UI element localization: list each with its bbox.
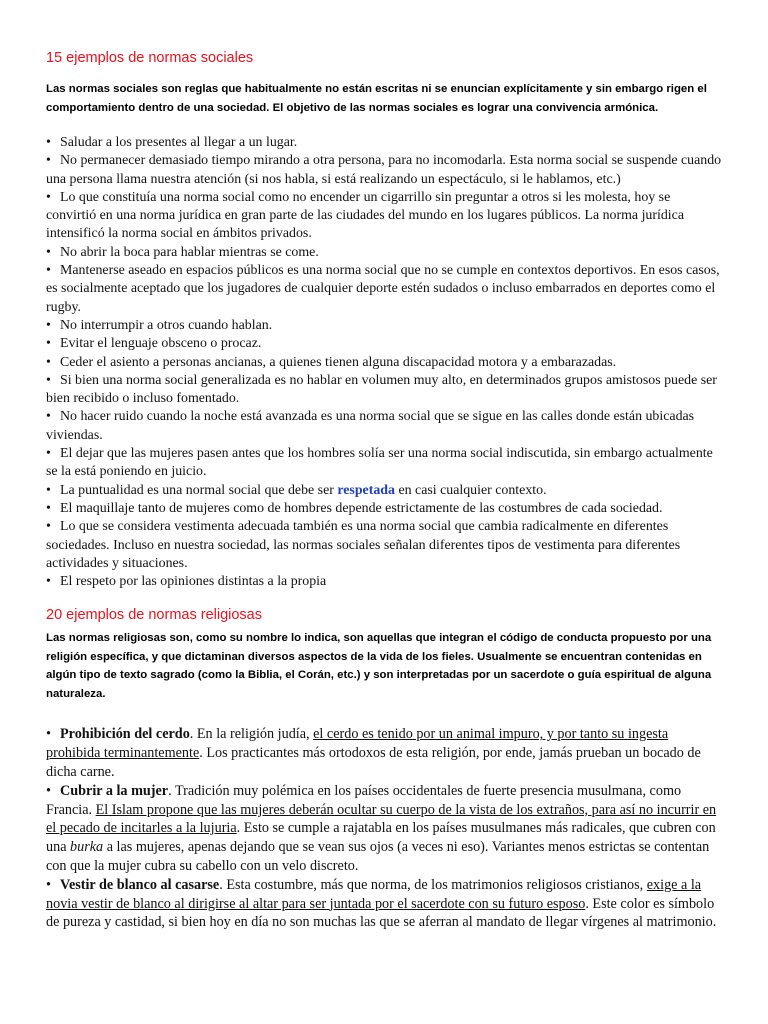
bullet-icon: • <box>46 409 51 425</box>
list-item: • Vestir de blanco al casarse. Esta costumbre, más que norma, de los matrimonios religiosos cristianos, exige a la novia vestir de blanco al dirigirse al altar para ser juntada por el sacerdote con su futuro esposo. Este color es símbolo de pureza y castidad, si bien hoy en día no son muchas las que se aferran al mandato de llegar vírgenes al matrimonio. <box>46 876 717 931</box>
list-item: • Mantenerse aseado en espacios públicos es una norma social que no se cumple en contextos deportivos. En esos casos, es socialmente aceptado que los jugadores de cualquier deporte estén sudados o incluso embarrados en deportes como el rugby. <box>46 263 720 315</box>
bullet-icon: • <box>46 244 51 260</box>
list-item: • El maquillaje tanto de mujeres como de hombres depende estrictamente de las costumbres de cada sociedad. <box>46 500 722 518</box>
bullet-icon: • <box>46 317 51 333</box>
list-item: • El respeto por las opiniones distintas a la propia <box>46 573 722 591</box>
list-item: • No abrir la boca para hablar mientras se come. <box>46 244 722 262</box>
list-item: • Cubrir a la mujer. Tradición muy polémica en los países occidentales de fuerte presencia musulmana, como Francia. El Islam propone que las mujeres deberán ocultar su cuerpo de la vista de los extraños, para así no incurrir en el pecado de incitarles a la lujuria. Esto se cumple a rajatabla en los países musulmanes más radicales, que cubren con una burka a las mujeres, apenas dejando que se vean sus ojos (a veces ni eso). Variantes menos estrictas se contentan con que la mujer cubra su cabello con un velo discreto. <box>46 782 717 874</box>
list-item: • No hacer ruido cuando la noche está avanzada es una norma social que se sigue en las calles donde están ubicadas viviendas. <box>46 409 695 443</box>
list-item: • No interrumpir a otros cuando hablan. <box>46 317 722 335</box>
section-intro-normas-religiosas: Las normas religiosas son, como su nombre lo indica, son aquellas que integran el código de conducta propuesto por una religión específica, y que dictaminan diversos aspectos de la vida de los fieles. Usualmente se encuentran contenidas en algún tipo de texto sagrado (como la Biblia, el Corán, etc.) y son interpretadas por un sacerdote o guía espiritual de alguna naturaleza. <box>46 632 712 700</box>
list-item: • Saludar a los presentes al llegar a un lugar. <box>46 134 722 152</box>
bullet-icon: • <box>46 482 51 498</box>
list-item: • Lo que constituía una norma social como no encender un cigarrillo sin preguntar a otros si les molesta, hoy se convirtió en una norma jurídica en gran parte de las ciudades del mundo en los lugares públicos. La norma jurídica intensificó la norma social en ámbitos privados. <box>46 189 684 242</box>
list-item: • El dejar que las mujeres pasen antes que los hombres solía ser una norma social indiscutida, sin embargo actualmente se la está poniendo en juicio. <box>46 446 713 480</box>
bullet-icon: • <box>46 153 51 169</box>
respetada-link[interactable]: respetada <box>337 482 395 498</box>
section-title-normas-sociales: 15 ejemplos de normas sociales <box>46 50 254 66</box>
list-item: • La puntualidad es una normal social que debe ser respetada en casi cualquier contexto. <box>46 482 722 500</box>
bullet-icon: • <box>46 500 51 516</box>
bullet-icon: • <box>46 263 51 279</box>
bullet-icon: • <box>46 372 51 388</box>
bullet-icon: • <box>46 336 51 352</box>
list-item: • Evitar el lenguaje obsceno o procaz. <box>46 335 722 353</box>
list-item: • Si bien una norma social generalizada es no hablar en volumen muy alto, en determinados grupos amistosos puede ser bien recibido o incluso fomentado. <box>46 372 717 407</box>
bullet-icon: • <box>46 782 51 799</box>
normas-sociales-list <box>46 134 722 591</box>
normas-religiosas-list <box>46 725 722 932</box>
section-title-normas-religiosas: 20 ejemplos de normas religiosas <box>46 607 262 624</box>
section-intro-normas-sociales: Las normas sociales son reglas que habitualmente no están escritas ni se enuncian explícitamente y sin embargo rigen el comportamiento dentro de una sociedad. El objetivo de las normas sociales es lograr una convivencia armónica. <box>46 83 707 114</box>
list-item: • Lo que se considera vestimenta adecuada también es una norma social que cambia radicalmente en diferentes sociedades. Incluso en nuestra sociedad, las normas sociales señalan diferentes tipos de vestimenta para diferentes actividades y situaciones. <box>46 519 681 571</box>
list-item: • Ceder el asiento a personas ancianas, a quienes tienen alguna discapacidad motora y a embarazadas. <box>46 354 722 372</box>
bullet-icon: • <box>46 726 51 743</box>
bullet-icon: • <box>46 354 51 370</box>
bullet-icon: • <box>46 519 51 535</box>
list-item: • Prohibición del cerdo. En la religión judía, el cerdo es tenido por un animal impuro, y por tanto su ingesta prohibida terminantemente. Los practicantes más ortodoxos de esta religión, por ende, jamás prueban un bocado de dicha carne. <box>46 726 701 781</box>
bullet-icon: • <box>46 446 51 462</box>
list-item: • No permanecer demasiado tiempo mirando a otra persona, para no incomodarla. Esta norma social se suspende cuando una persona llama nuestra atención (si nos habla, si está realizando un espectáculo, si le hablamos, etc.) <box>46 153 722 187</box>
bullet-icon: • <box>46 189 51 205</box>
bullet-icon: • <box>46 876 51 893</box>
bullet-icon: • <box>46 574 51 590</box>
bullet-icon: • <box>46 135 51 150</box>
